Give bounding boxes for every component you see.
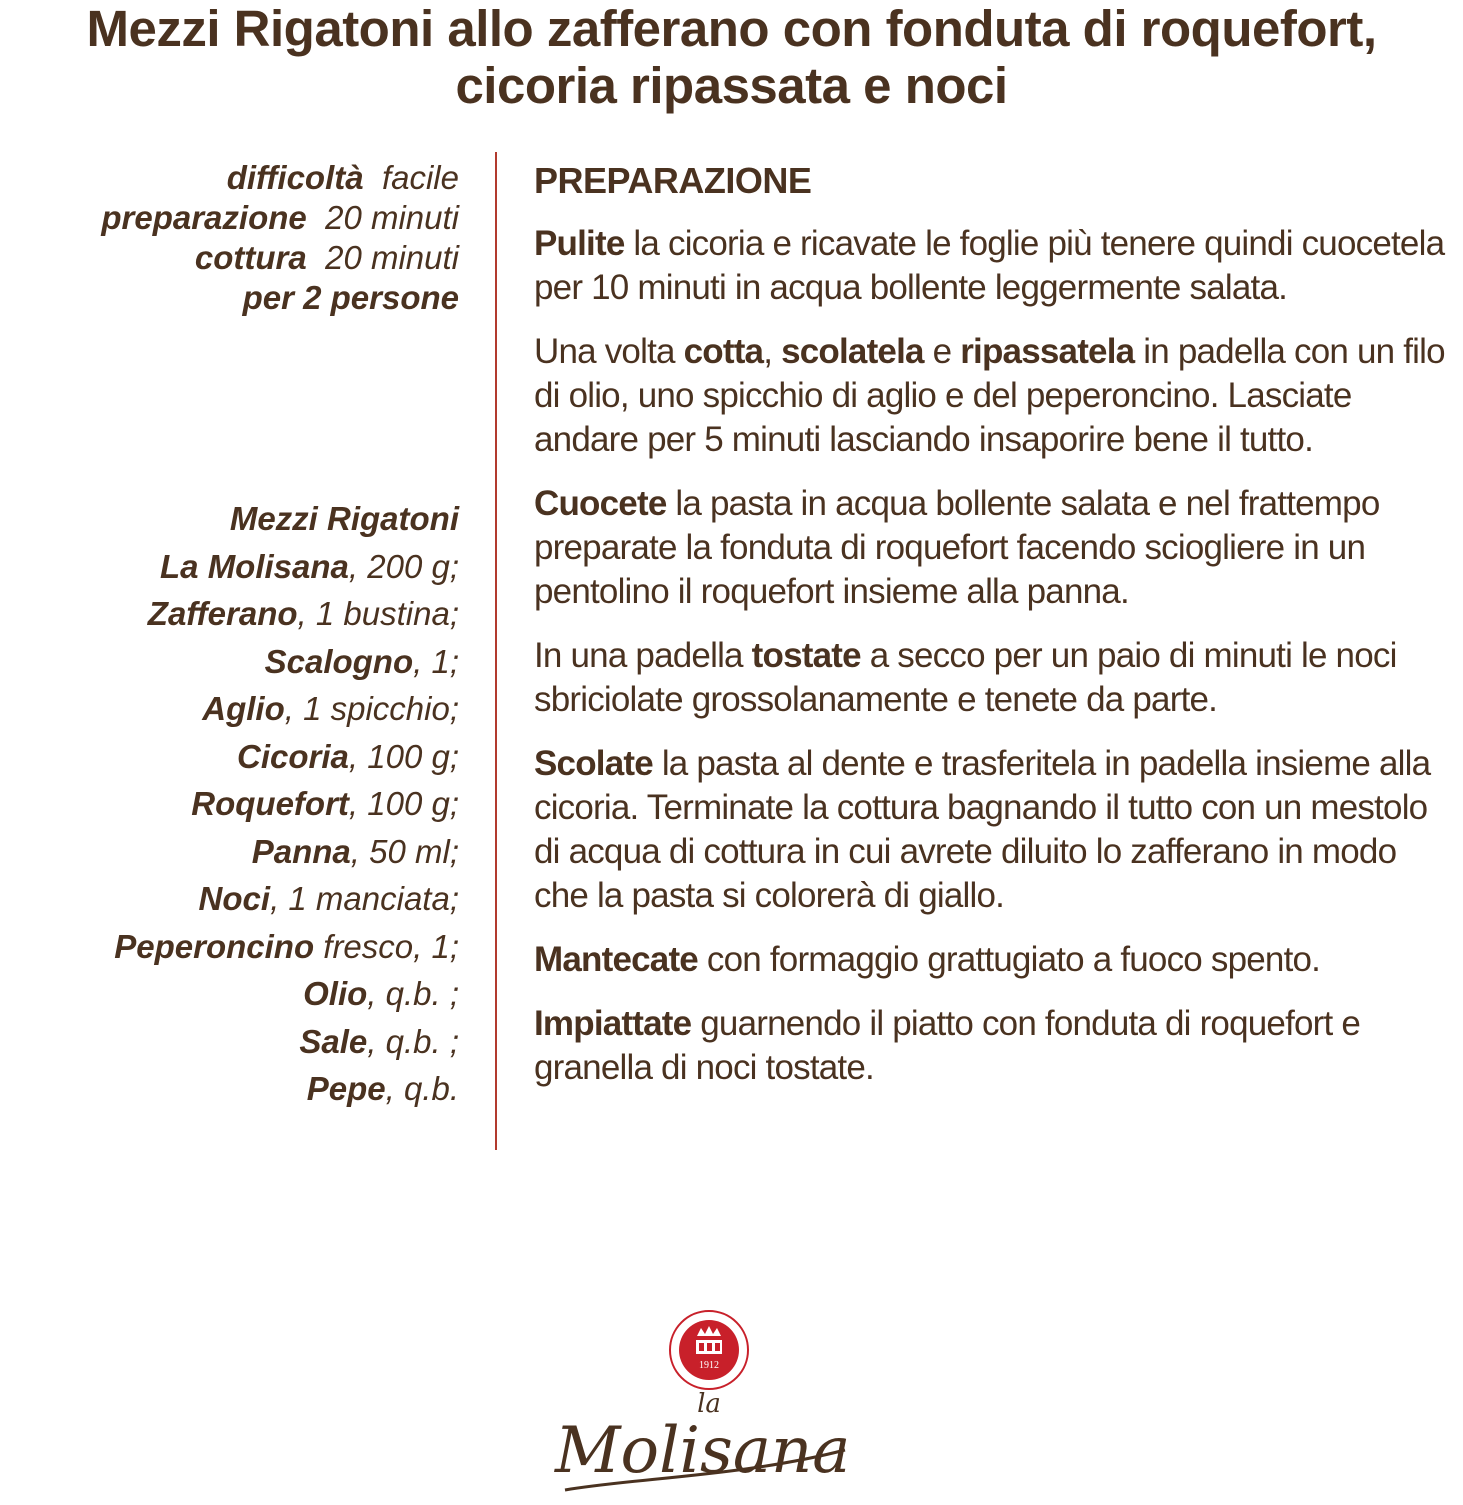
ingredient-name: Peperoncino <box>114 927 315 965</box>
step-text: In una padella <box>534 636 752 675</box>
ingredient-name: Olio <box>303 975 368 1012</box>
ingredient-name: Pepe <box>306 1070 386 1107</box>
step-verb: Scolate <box>534 744 653 783</box>
recipe-meta <box>101 158 459 318</box>
ingredient-qty: , 200 g; <box>348 547 459 585</box>
ingredient-item <box>114 970 459 1018</box>
ingredient-item <box>114 1065 459 1113</box>
seal-year: 1912 <box>699 1360 719 1371</box>
ingredient-qty: , q.b. ; <box>367 975 459 1012</box>
wordmark-molisana: Molisana <box>555 1414 851 1488</box>
ingredient-item <box>114 590 459 638</box>
ingredient-item <box>114 733 459 781</box>
ingredient-item <box>114 923 459 971</box>
difficulty-row <box>101 158 459 198</box>
ingredient-name: Mezzi Rigatoni <box>229 500 459 537</box>
column-divider <box>495 152 497 1150</box>
la-molisana-logo <box>545 1300 875 1500</box>
ingredient-qty: , 1; <box>413 642 459 680</box>
difficulty-label: difficoltà <box>226 159 364 196</box>
ingredients-list <box>114 495 459 1113</box>
ingredient-name: Scalogno <box>264 642 414 680</box>
recipe-title-line-2: cicoria ripassata e noci <box>455 57 1008 114</box>
step-paragraph-2 <box>534 330 1459 462</box>
step-text: a secco per un paio di minuti le noci sbriciolate grossolanamente e tenete da parte. <box>534 636 1397 719</box>
ingredient-item <box>114 780 459 828</box>
step-paragraph-3 <box>534 482 1459 614</box>
recipe-title-line-1: Mezzi Rigatoni allo zafferano con fonduta di roquefort, <box>86 0 1377 57</box>
step-text: la pasta in acqua bollente salata e nel frattempo preparate la fonduta di roquefort facendo sciogliere in un pentolino il roquefort insieme alla panna. <box>534 484 1380 611</box>
ingredient-item <box>114 543 459 591</box>
step-text: guarnendo il piatto con fonduta di roquefort e granella di noci tostate. <box>534 1004 1361 1087</box>
recipe-title <box>0 0 1463 114</box>
cook-time-label: cottura <box>194 239 307 276</box>
servings: per 2 persone <box>242 279 459 316</box>
step-paragraph-5 <box>534 742 1459 918</box>
ingredient-name: Sale <box>299 1022 368 1060</box>
ingredient-name: Zafferano <box>147 595 298 632</box>
step-verb: Pulite <box>534 224 625 263</box>
ingredient-qty: , 1 manciata; <box>270 880 459 917</box>
ingredient-qty: , 1 spicchio; <box>284 690 459 727</box>
ingredient-qty: , 1 bustina; <box>297 595 459 632</box>
preparation-section <box>534 158 1459 1110</box>
prep-time-value: 20 minuti <box>325 199 459 236</box>
step-text: , <box>763 332 782 371</box>
ingredient-name: Cicoria <box>237 737 349 775</box>
ingredient-item <box>114 638 459 686</box>
ingredient-qty: fresco, 1; <box>314 927 459 965</box>
step-verb: Mantecate <box>534 940 698 979</box>
step-verb: Cuocete <box>534 484 667 523</box>
ingredient-name: La Molisana <box>160 547 349 585</box>
step-verb: scolatela <box>781 332 924 371</box>
step-text: la cicoria e ricavate le foglie più tenere quindi cuocetela per 10 minuti in acqua bollente leggermente salata. <box>534 224 1445 307</box>
step-text: con formaggio grattugiato a fuoco spento. <box>697 940 1321 979</box>
ingredient-item <box>114 685 459 733</box>
logo-graphic <box>545 1300 875 1500</box>
step-verb: ripassatela <box>960 332 1135 371</box>
seal-icon <box>670 1311 748 1389</box>
step-text: in padella con un filo di olio, uno spicchio di aglio e del peperoncino. Lasciate andare per 5 minuti lasciando insaporire bene il tutto. <box>534 332 1445 459</box>
cook-time-value: 20 minuti <box>325 239 459 276</box>
cook-time-row <box>101 238 459 278</box>
ingredient-qty: , 100 g; <box>348 785 459 822</box>
ingredient-name: Aglio <box>202 690 285 727</box>
step-text: Una volta <box>534 332 684 371</box>
difficulty-value: facile <box>381 159 459 196</box>
prep-time-row <box>101 198 459 238</box>
ingredient-item <box>114 1018 459 1066</box>
step-paragraph-7 <box>534 1002 1459 1090</box>
ingredient-item <box>114 495 459 543</box>
step-verb: cotta <box>683 332 764 371</box>
step-text: e <box>923 332 961 371</box>
ingredient-qty: , 100 g; <box>348 737 459 775</box>
servings-row <box>101 278 459 318</box>
step-verb: tostate <box>751 636 861 675</box>
ingredient-name: Noci <box>198 880 271 917</box>
ingredient-name: Roquefort <box>191 785 349 822</box>
step-paragraph-1 <box>534 222 1459 310</box>
step-text: la pasta al dente e trasferitela in padella insieme alla cicoria. Terminate la cottura bagnando il tutto con un mestolo di acqua di cottura in cui avrete diluito lo zafferano in modo che la pasta si colorerà di giallo. <box>534 744 1431 915</box>
prep-time-label: preparazione <box>101 199 307 236</box>
wordmark-la: la <box>697 1389 721 1419</box>
step-paragraph-4 <box>534 634 1459 722</box>
ingredient-qty: , 50 ml; <box>350 832 459 870</box>
ingredient-qty: , q.b. ; <box>367 1022 459 1060</box>
step-verb: Impiattate <box>534 1004 692 1043</box>
ingredient-name: Panna <box>251 832 351 870</box>
step-paragraph-6 <box>534 938 1459 982</box>
ingredient-item <box>114 828 459 876</box>
preparation-heading: PREPARAZIONE <box>534 160 812 201</box>
ingredient-item <box>114 875 459 923</box>
ingredient-qty: , q.b. <box>385 1070 459 1107</box>
